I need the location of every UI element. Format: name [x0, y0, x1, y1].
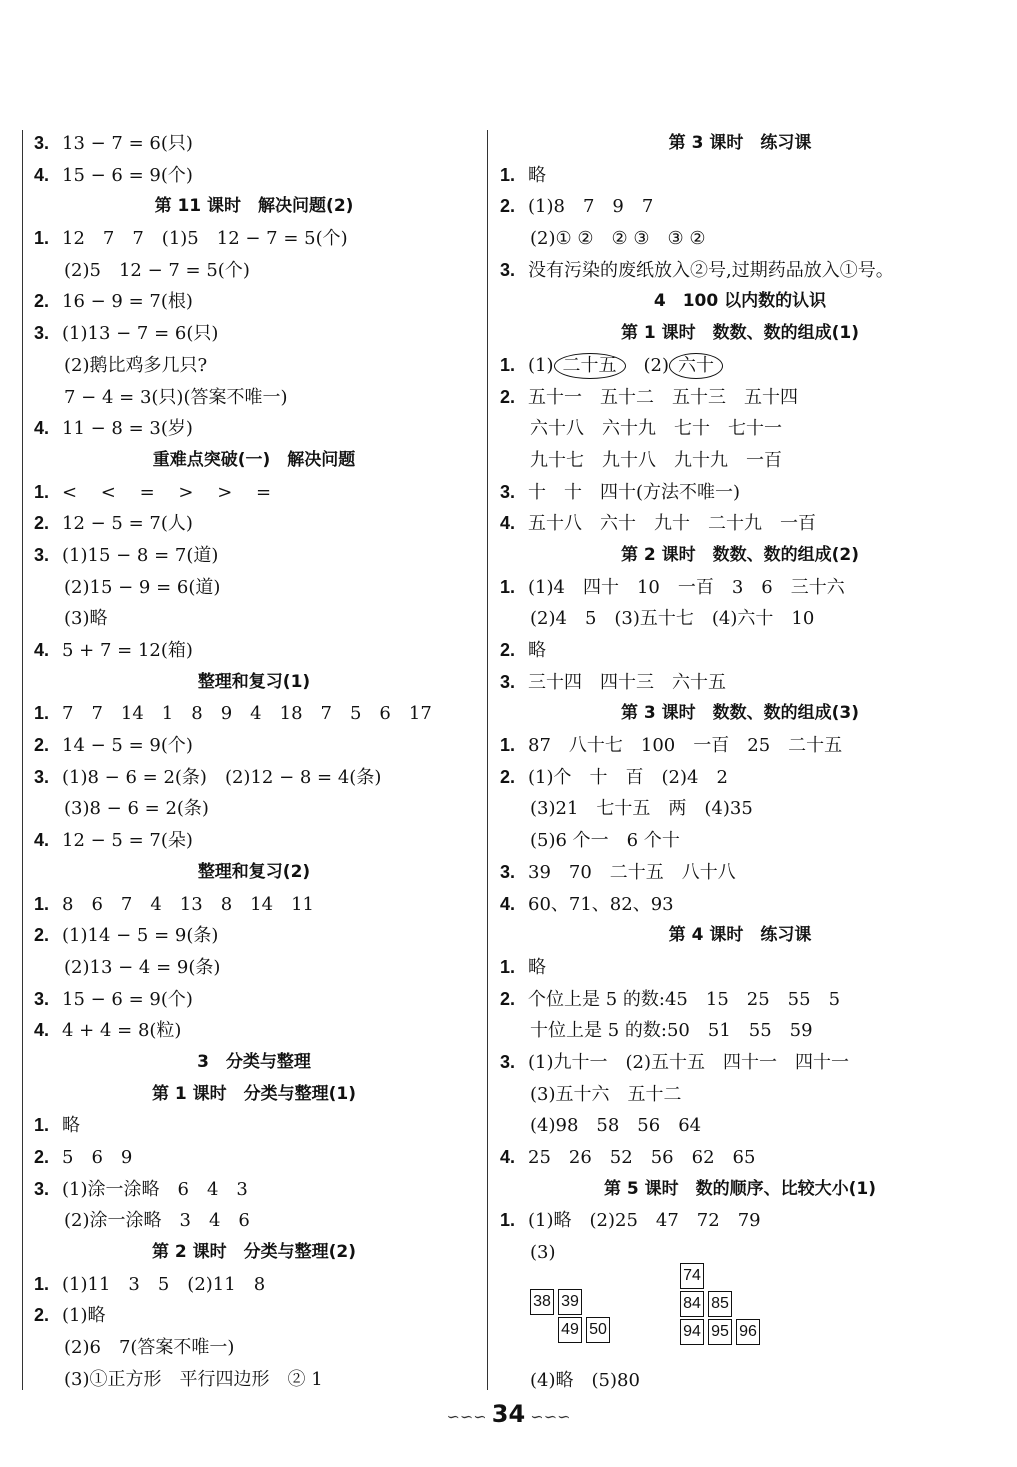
answer-text: 5 + 7 = 12(箱)	[62, 640, 193, 661]
answer-line: (2)涂一涂略 3 4 6	[64, 1210, 250, 1232]
question-number: 3.	[34, 1178, 50, 1199]
question-number: 1.	[500, 1210, 516, 1231]
answer-text: 11 − 8 = 3(岁)	[62, 418, 193, 440]
question-number: 1.	[500, 164, 516, 185]
answer-line	[34, 318, 474, 350]
section-heading: 第 2 课时 分类与整理(2)	[151, 1242, 357, 1263]
answer-text: 个位上是 5 的数:45 15 25 55 5	[528, 988, 841, 1010]
answer-line: (3)略	[64, 608, 108, 630]
answer-text: 略	[528, 956, 546, 978]
grid-cell: 96	[736, 1319, 760, 1345]
answer-text: (1)8 − 6 = 2(条) (2)12 − 8 = 4(条)	[62, 766, 382, 788]
answer-text: (1)15 − 8 = 7(道)	[62, 544, 219, 566]
question-number: 2.	[500, 988, 516, 1009]
answer-line	[34, 730, 474, 762]
answer-text: 25 26 52 56 62 65	[528, 1147, 756, 1168]
answer-line: (4)略 (5)80	[530, 1369, 640, 1391]
answer-line	[500, 762, 980, 794]
answer-line	[500, 857, 980, 889]
answer-text: 60、71、82、93	[528, 893, 674, 915]
answer-text: 7 7 14 1 8 9 4 18 7 5 6 17	[62, 703, 432, 725]
answer-line	[34, 286, 474, 318]
question-number: 4.	[500, 893, 516, 914]
answer-line: (2)15 − 9 = 6(道)	[64, 576, 221, 598]
answer-line: (2)① ② ② ③ ③ ②	[530, 228, 706, 250]
answer-line: (3)21 七十五 两 (4)35	[530, 798, 753, 820]
answer-line: (3)	[530, 1242, 556, 1264]
grid-cell: 39	[558, 1289, 582, 1315]
answer-text: 16 − 9 = 7(根)	[62, 291, 193, 313]
section-heading: 第 1 课时 数数、数的组成(1)	[620, 323, 860, 344]
answer-line	[500, 350, 980, 382]
question-number: 3.	[34, 323, 50, 344]
answer-text: (2)	[625, 354, 669, 376]
answer-line	[34, 223, 474, 255]
question-number: 4.	[34, 164, 50, 185]
answer-text: 12 7 7 (1)5 12 − 7 = 5(个)	[62, 228, 348, 250]
section-heading: 第 3 课时 练习课	[668, 133, 812, 153]
answer-line	[34, 413, 474, 445]
question-number: 4.	[500, 513, 516, 534]
question-number: 1.	[34, 703, 50, 724]
question-number: 4.	[34, 640, 50, 660]
question-number: 1.	[500, 354, 516, 375]
question-number: 2.	[500, 766, 516, 787]
answer-text: (1)略 (2)25 47 72 79	[528, 1210, 761, 1232]
answer-line	[34, 635, 474, 667]
section-heading: 3 分类与整理	[197, 1051, 311, 1072]
grid-cell: 38	[530, 1289, 554, 1315]
question-number: 1.	[34, 1273, 50, 1294]
answer-line: (2)鹅比鸡多几只?	[64, 354, 208, 376]
section-heading: 4 100 以内数的认识	[653, 291, 827, 312]
grid-cell: 50	[586, 1317, 610, 1343]
answer-line	[34, 698, 474, 730]
answer-line	[500, 160, 980, 192]
answer-text: < < = > > =	[62, 481, 272, 503]
answer-text: (1)九十一 (2)五十五 四十一 四十一	[528, 1051, 849, 1073]
answer-line	[34, 889, 474, 921]
answer-line	[34, 762, 474, 794]
question-number: 1.	[34, 228, 50, 249]
question-number: 3.	[34, 544, 50, 565]
question-number: 3.	[34, 766, 50, 787]
answer-line: (2)5 12 − 7 = 5(个)	[64, 259, 250, 281]
answer-text: (1)	[528, 354, 554, 376]
answer-line	[34, 1015, 474, 1047]
left-column	[34, 128, 474, 1396]
question-number: 2.	[34, 291, 50, 312]
answer-line	[500, 952, 980, 984]
question-number: 1.	[34, 1115, 50, 1136]
section-heading: 第 2 课时 数数、数的组成(2)	[620, 544, 860, 565]
answer-line	[500, 255, 980, 287]
answer-line	[500, 477, 980, 509]
answer-text: 5 6 9	[62, 1147, 133, 1168]
section-heading: 第 3 课时 数数、数的组成(3)	[620, 703, 860, 724]
answer-line	[500, 984, 980, 1016]
question-number: 1.	[500, 956, 516, 977]
answer-line	[500, 508, 980, 540]
answer-text: (1)涂一涂略 6 4 3	[62, 1178, 248, 1200]
question-number: 2.	[34, 513, 50, 534]
section-heading: 第 1 课时 分类与整理(1)	[151, 1083, 357, 1104]
answer-text: (1)4 四十 10 一百 3 6 三十六	[528, 576, 845, 598]
answer-line	[34, 1174, 474, 1206]
answer-text: 15 − 6 = 9(个)	[62, 164, 193, 186]
answer-line: 九十七 九十八 九十九 一百	[530, 449, 782, 471]
answer-line	[34, 540, 474, 572]
answer-line	[500, 635, 980, 667]
question-number: 2.	[500, 640, 516, 660]
question-number: 3.	[500, 259, 516, 280]
answer-text: 15 − 6 = 9(个)	[62, 988, 193, 1010]
answer-line	[34, 477, 474, 509]
answer-text: (1)个 十 百 (2)4 2	[528, 766, 728, 788]
answer-line: (3)①正方形 平行四边形 ② 1	[64, 1368, 323, 1390]
answer-text: 87 八十七 100 一百 25 二十五	[528, 735, 843, 757]
answer-text: 8 6 7 4 13 8 14 11	[62, 893, 314, 915]
answer-line	[34, 1269, 474, 1301]
question-number: 4.	[34, 1020, 50, 1041]
question-number: 4.	[500, 1147, 516, 1167]
answer-text: 五十八 六十 九十 二十九 一百	[528, 513, 816, 535]
answer-text: 12 − 5 = 7(朵)	[62, 830, 193, 852]
question-number: 4.	[34, 418, 50, 439]
number-grid-figure	[500, 1266, 980, 1365]
answer-text: 14 − 5 = 9(个)	[62, 735, 193, 757]
section-heading: 重难点突破(一) 解决问题	[152, 449, 356, 470]
answer-line	[34, 1110, 474, 1142]
question-number: 3.	[500, 1051, 516, 1072]
answer-line: 十位上是 5 的数:50 51 55 59	[530, 1020, 813, 1042]
answer-text: 三十四 四十三 六十五	[528, 671, 726, 693]
answer-text: 略	[528, 164, 546, 186]
answer-line: (2)6 7(答案不唯一)	[64, 1337, 235, 1359]
answer-line: 7 − 4 = 3(只)(答案不唯一)	[64, 386, 288, 408]
question-number: 3.	[500, 481, 516, 502]
answer-line	[34, 508, 474, 540]
grid-cell: 85	[708, 1291, 732, 1317]
page-footer	[0, 1400, 1017, 1428]
answer-text: (1)14 − 5 = 9(条)	[62, 925, 219, 947]
grid-cell: 74	[680, 1263, 704, 1289]
answer-text: 五十一 五十二 五十三 五十四	[528, 386, 798, 408]
answer-line: (2)4 5 (3)五十七 (4)六十 10	[530, 608, 815, 630]
question-number: 2.	[34, 925, 50, 946]
question-number: 1.	[34, 481, 50, 502]
answer-line: (2)13 − 4 = 9(条)	[64, 956, 221, 978]
question-number: 3.	[34, 988, 50, 1009]
column-divider	[487, 130, 488, 1390]
answer-line: (3)五十六 五十二	[530, 1083, 682, 1105]
question-number: 1.	[500, 576, 516, 597]
answer-line	[500, 1142, 980, 1174]
question-number: 2.	[500, 196, 516, 217]
grid-cell: 95	[708, 1319, 732, 1345]
question-number: 3.	[500, 671, 516, 692]
answer-text: 略	[528, 640, 546, 661]
section-heading: 整理和复习(1)	[197, 671, 311, 692]
section-heading: 第 5 课时 数的顺序、比较大小(1)	[603, 1178, 877, 1199]
answer-text: (1)13 − 7 = 6(只)	[62, 323, 219, 345]
question-number: 2.	[34, 1147, 50, 1167]
grid-cell: 84	[680, 1291, 704, 1317]
answer-line	[34, 1300, 474, 1332]
answer-text: (1)略	[62, 1305, 106, 1327]
answer-line	[34, 160, 474, 192]
answer-line	[500, 1047, 980, 1079]
answer-line	[500, 667, 980, 699]
answer-line	[34, 984, 474, 1016]
answer-line	[34, 1142, 474, 1174]
section-heading: 第 4 课时 练习课	[668, 925, 812, 946]
question-number: 4.	[34, 830, 50, 851]
answer-line	[500, 1205, 980, 1237]
answer-text: (1)8 7 9 7	[528, 196, 654, 218]
answer-line	[34, 920, 474, 952]
question-number: 2.	[34, 735, 50, 756]
answer-text: 39 70 二十五 八十八	[528, 861, 736, 883]
left-margin-rule	[22, 130, 23, 1390]
question-number: 1.	[500, 735, 516, 756]
answer-text: 12 − 5 = 7(人)	[62, 513, 193, 535]
answer-line	[500, 730, 980, 762]
answer-line	[500, 889, 980, 921]
answer-text: (1)11 3 5 (2)11 8	[62, 1273, 266, 1295]
answer-line: (3)8 − 6 = 2(条)	[64, 798, 209, 820]
left-ornament-icon: ∽∽∽	[446, 1407, 492, 1426]
circled-answer: 二十五	[554, 353, 626, 379]
answer-line: (5)6 个一 6 个十	[530, 830, 680, 852]
page-number: 34	[491, 1400, 526, 1428]
right-ornament-icon: ∽∽∽	[530, 1407, 571, 1426]
grid-cell: 49	[558, 1317, 582, 1343]
answer-line	[34, 825, 474, 857]
question-number: 2.	[500, 386, 516, 407]
answer-line	[500, 191, 980, 223]
section-heading: 整理和复习(2)	[197, 861, 311, 882]
answer-line	[34, 128, 474, 160]
answer-text: 4 + 4 = 8(粒)	[62, 1020, 182, 1042]
question-number: 2.	[34, 1305, 50, 1326]
right-column	[500, 128, 980, 1396]
grid-cell: 94	[680, 1319, 704, 1345]
answer-line: 六十八 六十九 七十 七十一	[530, 418, 782, 440]
circled-answer: 六十	[669, 353, 723, 379]
answer-text: 略	[62, 1115, 80, 1137]
section-heading: 第 11 课时 解决问题(2)	[154, 196, 354, 217]
question-number: 3.	[500, 861, 516, 882]
question-number: 3.	[34, 133, 50, 153]
answer-text: 十 十 四十(方法不唯一)	[528, 481, 741, 503]
answer-line	[500, 572, 980, 604]
question-number: 1.	[34, 893, 50, 914]
answer-line	[500, 382, 980, 414]
answer-line: (4)98 58 56 64	[530, 1115, 702, 1137]
answer-text: 13 − 7 = 6(只)	[62, 133, 193, 154]
answer-text: 没有污染的废纸放入②号,过期药品放入①号。	[528, 259, 894, 281]
